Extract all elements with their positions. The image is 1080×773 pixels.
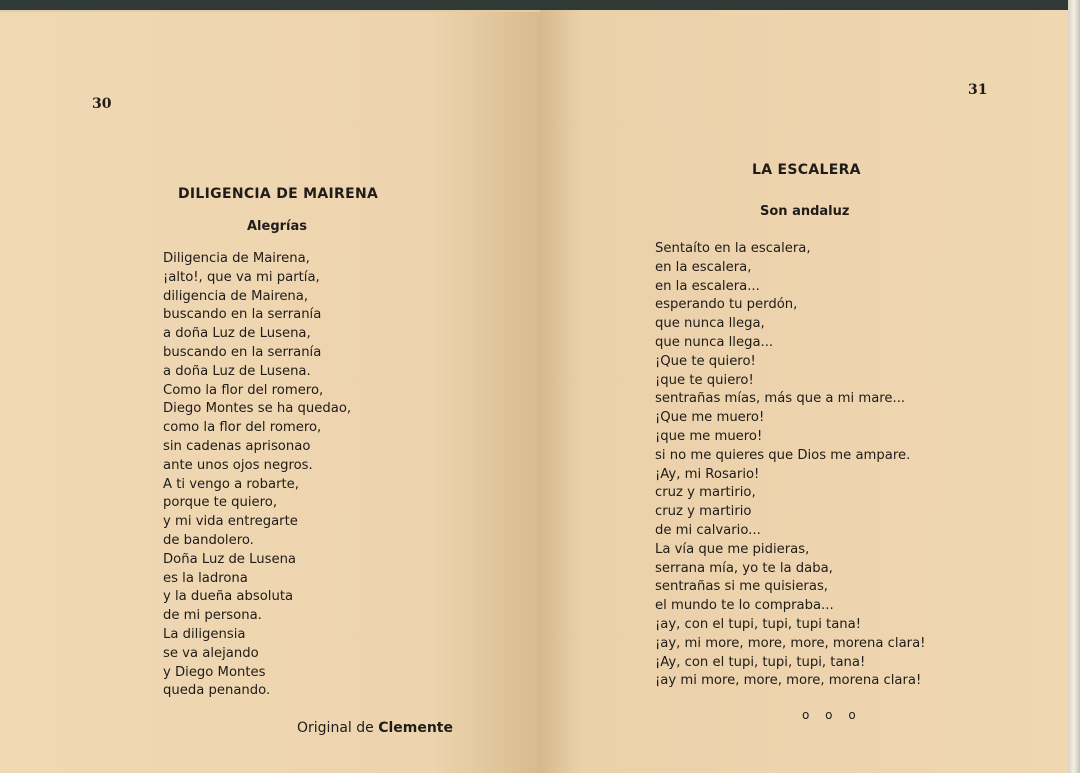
verse-line: y la dueña absoluta: [163, 589, 294, 605]
poem-signature: [297, 720, 453, 736]
verse-line: ¡alto!, que va mi partía,: [163, 269, 320, 285]
verse-line: buscando en la serranía: [163, 307, 322, 323]
poem-verse: [163, 250, 351, 701]
verse-line: ¡que me muero!: [655, 428, 763, 444]
verse-line: sentrañas si me quisieras,: [655, 579, 829, 595]
verse-line: sin cadenas aprisonao: [163, 438, 311, 454]
verse-line: que nunca llega...: [655, 334, 774, 350]
verse-line: diligencia de Mairena,: [163, 288, 309, 304]
verse-line: sentrañas mías, más que a mi mare...: [655, 391, 906, 407]
verse-line: ¡Ay, mi Rosario!: [655, 466, 760, 482]
verse-line: y Diego Montes: [163, 664, 266, 680]
verse-line: Como la flor del romero,: [163, 382, 324, 398]
verse-line: Diligencia de Mairena,: [163, 251, 310, 266]
verse-line: ¡ay, mi more, more, more, morena clara!: [655, 635, 926, 651]
verse-line: de bandolero.: [163, 532, 254, 548]
verse-line: ¡ay mi more, more, more, morena clara!: [655, 673, 922, 689]
verse-line: porque te quiero,: [163, 495, 278, 511]
verse-line: es la ladrona: [163, 570, 248, 586]
verse-line: A ti vengo a robarte,: [163, 476, 299, 492]
verse-line: si no me quieres que Dios me ampare.: [655, 447, 911, 463]
poem-title: DILIGENCIA DE MAIRENA: [178, 186, 379, 202]
verse-line: de mi calvario...: [655, 522, 761, 538]
verse-line: cruz y martirio: [655, 504, 752, 520]
verse-line: queda penando.: [163, 683, 271, 699]
verse-line: ¡Que te quiero!: [655, 353, 756, 369]
verse-line: que nunca llega,: [655, 316, 765, 332]
verse-line: a doña Luz de Lusena,: [163, 326, 311, 342]
verse-line: buscando en la serranía: [163, 344, 322, 360]
verse-line: como la flor del romero,: [163, 420, 322, 436]
verse-line: ¡que te quiero!: [655, 372, 754, 388]
poem-subtitle: Son andaluz: [760, 204, 850, 219]
signature-prefix: Original de: [297, 720, 374, 736]
right-page: [540, 10, 1068, 773]
verse-line: a doña Luz de Lusena.: [163, 363, 311, 379]
poem-verse: [655, 240, 925, 691]
verse-line: de mi persona.: [163, 608, 262, 624]
page-number: 31: [968, 82, 988, 98]
verse-line: La vía que me pidieras,: [655, 541, 810, 557]
verse-line: Doña Luz de Lusena: [163, 551, 297, 567]
verse-line: Diego Montes se ha quedao,: [163, 401, 352, 417]
poem-title: LA ESCALERA: [752, 162, 861, 178]
verse-line: ¡Que me muero!: [655, 410, 765, 426]
left-page: [0, 10, 540, 773]
verse-line: el mundo te lo compraba...: [655, 598, 834, 614]
verse-line: serrana mía, yo te la daba,: [655, 560, 833, 576]
verse-line: en la escalera...: [655, 278, 760, 294]
page-number: 30: [92, 96, 112, 112]
verse-line: en la escalera,: [655, 259, 752, 275]
verse-line: cruz y martirio,: [655, 485, 756, 501]
verse-line: Sentaíto en la escalera,: [655, 241, 811, 256]
verse-line: y mi vida entregarte: [163, 514, 298, 530]
poem-subtitle: Alegrías: [247, 219, 308, 234]
signature-author: Clemente: [378, 720, 453, 736]
section-ornament: o o o: [802, 708, 862, 722]
page-edge: [1068, 0, 1080, 773]
verse-line: esperando tu perdón,: [655, 297, 798, 313]
verse-line: La diligensia: [163, 626, 246, 642]
verse-line: se va alejando: [163, 645, 259, 661]
verse-line: ¡Ay, con el tupi, tupi, tupi, tana!: [655, 654, 866, 670]
verse-line: ante unos ojos negros.: [163, 457, 313, 473]
verse-line: ¡ay, con el tupi, tupi, tupi tana!: [655, 616, 862, 632]
